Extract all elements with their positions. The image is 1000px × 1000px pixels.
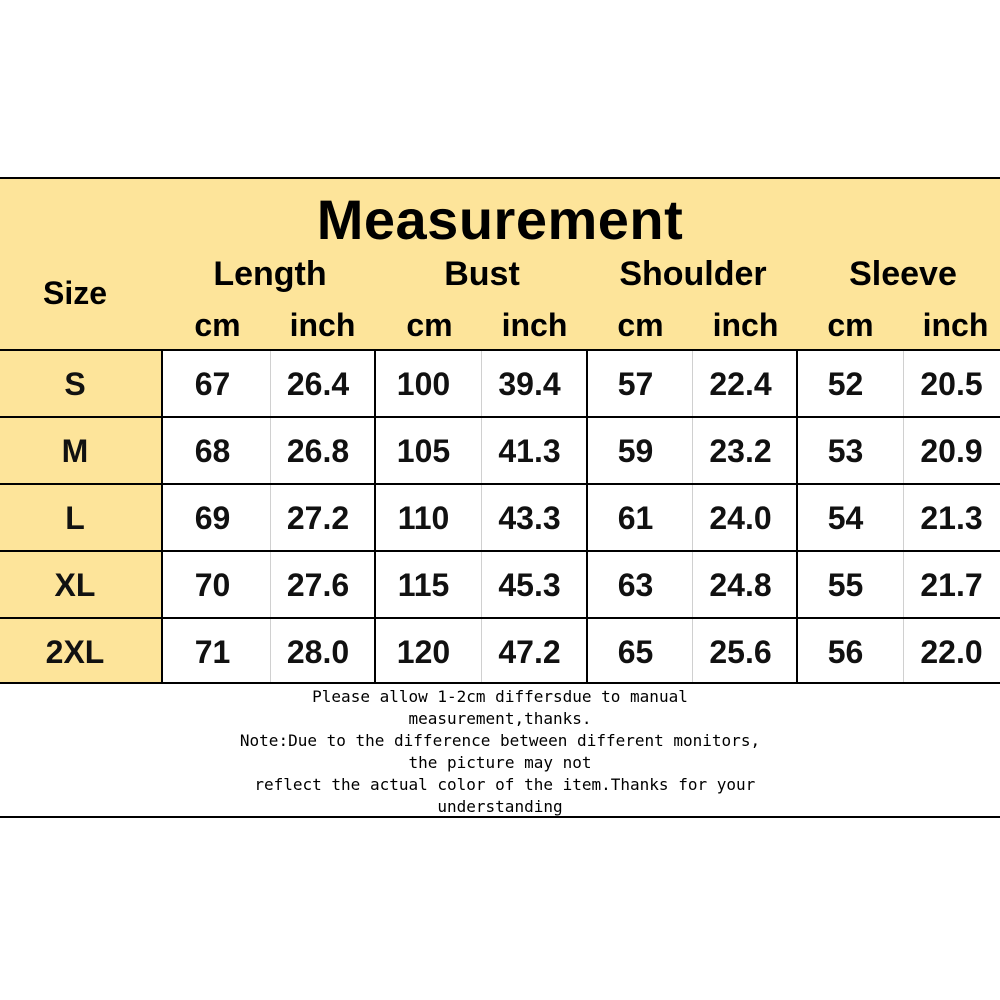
unit-shoulder-cm: cm <box>617 307 664 343</box>
bust-inch-cell: 45.3 <box>498 567 561 603</box>
unit-bust-inch: inch <box>501 307 568 343</box>
size-cell: L <box>65 500 85 536</box>
size-cell: M <box>61 433 89 469</box>
bust-cm-cell: 115 <box>397 567 450 603</box>
length-cm-cell: 71 <box>194 634 231 670</box>
note-line: the picture may not <box>408 753 592 772</box>
note-line: understanding <box>437 797 563 816</box>
sleeve-cm-cell: 52 <box>827 366 864 402</box>
table-row <box>0 418 1000 485</box>
sleeve-cm-cell: 53 <box>827 433 864 469</box>
length-inch-cell: 28.0 <box>286 634 350 670</box>
shoulder-cm-cell: 57 <box>617 366 654 402</box>
measurement-table <box>0 349 1000 684</box>
unit-bust-cm: cm <box>406 307 453 343</box>
table-row <box>0 552 1000 619</box>
size-cell: S <box>64 366 86 402</box>
shoulder-inch-cell: 23.2 <box>709 433 772 469</box>
shoulder-cm-cell: 59 <box>617 433 654 469</box>
sleeve-inch-cell: 22.0 <box>920 634 983 670</box>
shoulder-inch-cell: 24.0 <box>709 500 772 536</box>
note-line: reflect the actual color of the item.Thanks for your <box>244 775 756 794</box>
length-cm-cell: 69 <box>194 500 231 536</box>
sleeve-cm-cell: 54 <box>827 500 864 536</box>
bust-cm-cell: 105 <box>396 433 451 469</box>
sleeve-cm-cell: 56 <box>827 634 864 670</box>
unit-shoulder-inch: inch <box>712 307 779 343</box>
length-inch-cell: 26.8 <box>286 433 350 469</box>
chart-header <box>0 179 1000 349</box>
bust-cm-cell: 120 <box>396 634 451 670</box>
table-row <box>0 485 1000 552</box>
unit-length-cm: cm <box>194 307 241 343</box>
length-cm-cell: 67 <box>194 366 231 402</box>
sleeve-inch-cell: 20.9 <box>920 433 983 469</box>
note-line: Note:Due to the difference between different monitors, <box>239 731 761 750</box>
shoulder-cm-cell: 65 <box>617 634 654 670</box>
size-chart <box>0 177 1000 818</box>
shoulder-inch-cell: 25.6 <box>709 634 772 670</box>
sleeve-inch-cell: 21.3 <box>920 500 983 536</box>
unit-sleeve-cm: cm <box>827 307 874 343</box>
chart-title: Measurement <box>316 188 684 251</box>
bust-inch-cell: 47.2 <box>498 634 561 670</box>
shoulder-inch-cell: 24.8 <box>709 567 772 603</box>
size-cell: XL <box>54 567 96 603</box>
length-cm-cell: 70 <box>194 567 231 603</box>
note-line: Please allow 1-2cm differsdue to manual <box>312 687 688 706</box>
sleeve-inch-cell: 20.5 <box>920 366 983 402</box>
shoulder-cm-cell: 61 <box>617 500 654 536</box>
note-line: measurement,thanks. <box>408 709 592 728</box>
header-length: Length <box>213 255 327 293</box>
unit-length-inch: inch <box>289 307 356 343</box>
length-cm-cell: 68 <box>194 433 231 469</box>
table-row <box>0 619 1000 686</box>
size-cell: 2XL <box>45 634 105 670</box>
bust-cm-cell: 100 <box>396 366 451 402</box>
shoulder-inch-cell: 22.4 <box>709 366 772 402</box>
header-sleeve: Sleeve <box>849 255 957 293</box>
bust-inch-cell: 41.3 <box>498 433 561 469</box>
header-shoulder: Shoulder <box>619 255 767 293</box>
unit-sleeve-inch: inch <box>922 307 989 343</box>
length-inch-cell: 27.6 <box>286 567 350 603</box>
bust-inch-cell: 39.4 <box>498 366 561 402</box>
bust-inch-cell: 43.3 <box>498 500 561 536</box>
sleeve-cm-cell: 55 <box>827 567 864 603</box>
length-inch-cell: 26.4 <box>286 366 350 402</box>
size-column-header: Size <box>42 275 108 311</box>
table-row <box>0 351 1000 418</box>
sleeve-inch-cell: 21.7 <box>920 567 983 603</box>
bust-cm-cell: 110 <box>397 500 450 536</box>
header-bust: Bust <box>444 255 520 293</box>
length-inch-cell: 27.2 <box>286 500 350 536</box>
disclaimer-note <box>0 686 1000 818</box>
shoulder-cm-cell: 63 <box>617 567 654 603</box>
